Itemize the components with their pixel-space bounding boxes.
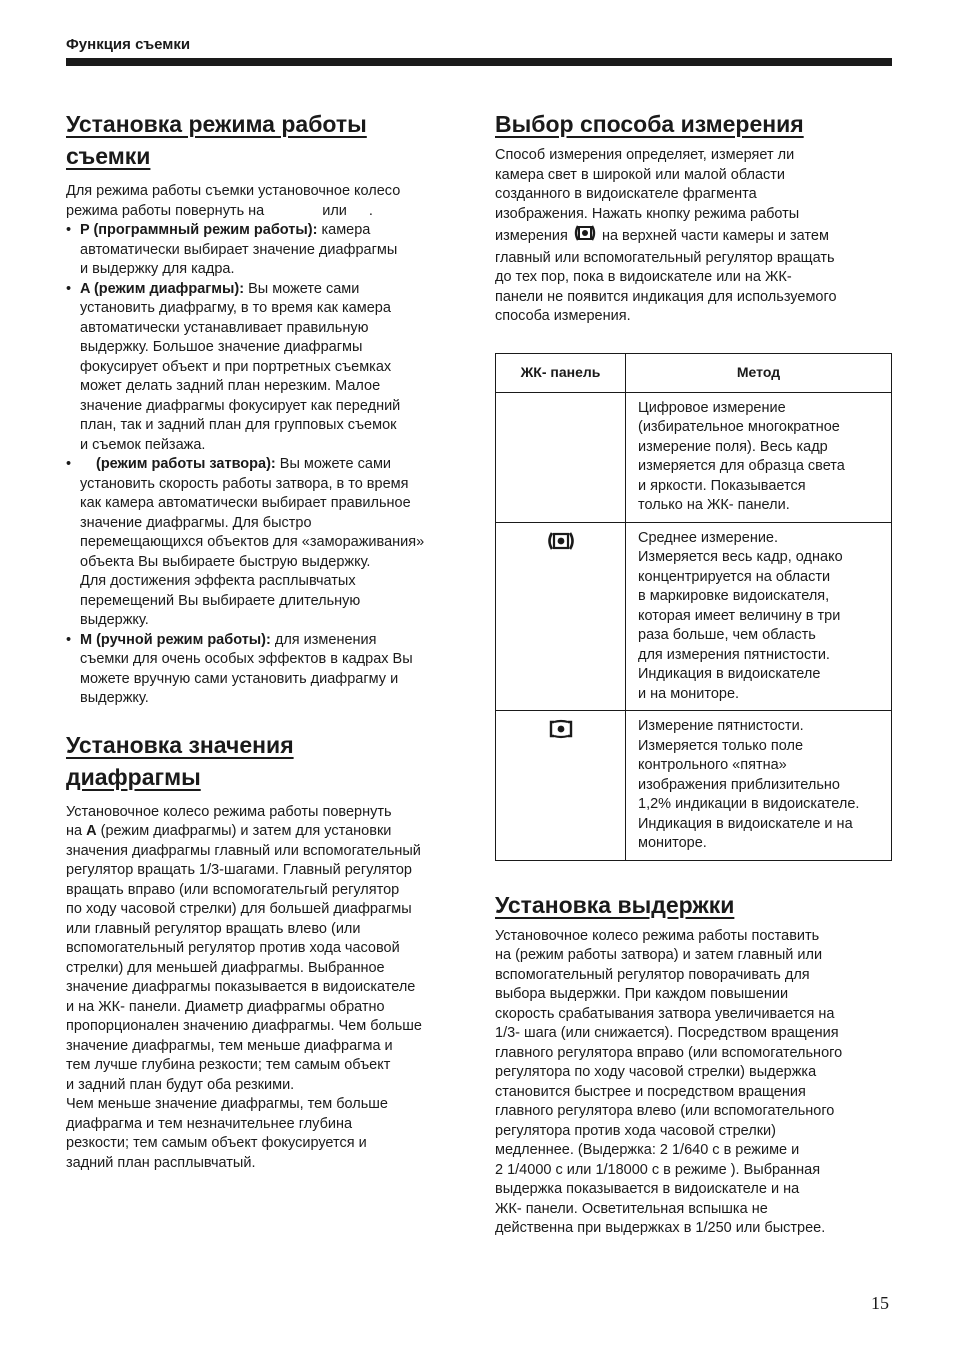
heading-aperture-setting: Установка значения диафрагмы: [66, 731, 294, 790]
text-line: главного регулятора влево (или вспомогательного: [495, 1103, 835, 1119]
text-line: и на мониторе.: [638, 685, 740, 702]
center-weighted-metering-icon: [546, 531, 576, 558]
text-line: изображения приблизительно: [638, 776, 840, 793]
table-cell-icon: [496, 522, 626, 711]
text-line: 2 1/4000 с или 1/18000 с в режиме ). Выбранная: [495, 1161, 821, 1178]
text-line: раза больше, чем область: [638, 627, 816, 643]
text-line: 1,2% индикации в видоискателе.: [638, 796, 860, 812]
heading-shutter-setting: Установка выдержки: [495, 891, 735, 918]
text-line: по ходу часовой стрелки) для большей диафрагмы: [66, 901, 412, 917]
text-line: съемки для очень особых эффектов в кадрах Вы: [80, 651, 413, 667]
text-line: контрольного «пятна»: [638, 757, 787, 773]
metering-button-icon: [572, 224, 598, 249]
text-line: в маркировке видоискателя,: [638, 588, 830, 604]
text-line: установить диафрагму, в то время как камера: [80, 300, 391, 316]
text-line: Индикация в видоискателе: [638, 666, 821, 682]
text-line: и яркости. Показывается: [638, 477, 806, 494]
text-line: становится быстрее и посредством вращения: [495, 1083, 806, 1100]
text-line: значение диафрагмы. Для быстро: [80, 514, 312, 531]
table-header-lcd: ЖК- панель: [496, 353, 626, 392]
text-line: объекта Вы выбираете быструю выдержку.: [80, 553, 371, 570]
table-row: [496, 392, 892, 522]
text-line: на (режим работы затвора) и затем главный или: [495, 947, 823, 963]
text-line: фокусирует объект и при портретных съемках: [80, 358, 392, 375]
text-line: мониторе.: [638, 835, 707, 851]
text-line: камера свет в широкой или малой области: [495, 166, 786, 183]
bullet-shutter-mode: • (режим работы затвора): Вы можете сами установить скорость работы затвора, в то время как камера автоматически выбирает правильное значение диафрагмы. Для быстро перемещающихся объектов для «замораживания» объекта Вы выбираете быструю выдержку. Для достижения эффекта расплывчатых перемещений Вы выбираете длительную выдержку.: [66, 456, 425, 628]
text-line: до тех пор, пока в видоискателе или на ЖК-: [495, 269, 792, 285]
shutter-paragraph: [495, 927, 892, 1239]
text-line: изображения. Нажать кнопку режима работы: [495, 205, 800, 222]
metering-table: [495, 353, 892, 861]
text-line: ЖК- панели. Осветительная вспышка не: [495, 1200, 768, 1217]
text-line: или главный регулятор вращать влево (или: [66, 920, 361, 937]
metering-paragraph: Способ измерения определяет, измеряет ли камера свет в широкой или малой области созданного в видоискателе фрагмента изображения. Нажать кнопку режима работы измерения на верхней части камеры и затем главный или вспомогательный регулятор вращать до тех пор, пока в видоискателе или на ЖК- панели не появится индикация для используемого способа измерения.: [495, 147, 837, 324]
aperture-paragraph: Установочное колесо режима работы повернуть на A (режим диафрагмы) и затем для установки значения диафрагмы главный или вспомогательный регулятор вращать 1/3-шагами. Главный регулятор вращать вправо (или вспомогательгый регулятор по ходу часовой стрелки) для большей диафрагмы или главный регулятор вращать влево (или вспомогательный регулятор против хода часовой стрелки) для меньшей диафрагмы. Выбранное значение диафрагмы показывается в видоискателе и на ЖК- панели. Диаметр диафрагмы обратно пропорционален значению диафрагмы. Чем больше значение диафрагмы, тем меньше диафрагма и тем лучше глубина резкости; тем самым объект и задний план будут оба резкими. Чем меньше значение диафрагмы, тем больше диафрагма и тем незначительнее глубина резкости; тем самым объект фокусируется и задний план расплывчатый.: [66, 803, 423, 1171]
text-line: значение диафрагмы, тем меньше диафрагма и: [66, 1037, 393, 1054]
text-line: стрелки) для меньшей диафрагмы. Выбранное: [66, 959, 385, 976]
heading-shooting-mode: Установка режима работы съемки: [66, 111, 367, 169]
text-line: перемещающихся объектов для «замораживания»: [80, 534, 425, 550]
heading-metering-method: Выбор способа измерения: [495, 111, 804, 137]
text-line: Измеряется только поле: [638, 737, 804, 754]
text-line: вспомогательный регулятор против хода часовой: [66, 940, 400, 956]
text-line: выдержку.: [80, 690, 149, 706]
text-line: только на ЖК- панели.: [638, 497, 790, 513]
text-line: регулятора по ходу часовой стрелки) выдержка: [495, 1064, 817, 1080]
text-line: Среднее измерение.: [638, 529, 779, 546]
text-line: Индикация в видоискателе и на: [638, 815, 853, 832]
right-column: [495, 108, 892, 1239]
section-header: Функция съемки: [66, 36, 191, 53]
bullet-program-mode: • P (программный режим работы): камера автоматически выбирает значение диафрагмы и выдержку для кадра.: [66, 222, 398, 277]
text-line: можете вручную сами установить диафрагму и: [80, 670, 399, 687]
table-cell-icon: [496, 711, 626, 861]
text-line: выдержку.: [80, 612, 149, 628]
text-line: действенна при выдержках в 1/250 или быстрее.: [495, 1220, 826, 1236]
text-line: задний план расплывчатый.: [66, 1154, 256, 1171]
text-line: (избирательное многократное: [638, 419, 840, 435]
text-line: 1/3- шага (или снижается). Посредством вращения: [495, 1025, 839, 1041]
header-rule: [66, 58, 892, 66]
text-line: регулятор вращать 1/3-шагами. Главный регулятор: [66, 862, 412, 878]
table-cell-icon: [496, 392, 626, 522]
text-line: для измерения пятнистости.: [638, 646, 830, 663]
text-line: выдержка показывается в видоискателе и на: [495, 1181, 800, 1197]
text-line: Цифровое измерение: [638, 399, 786, 416]
text-line: вспомогательный регулятор поворачивать для: [495, 966, 810, 983]
text-line: тем лучше глубина резкости; тем самым объект: [66, 1057, 391, 1073]
text-line: панели не появится индикация для используемого: [495, 288, 837, 305]
text-line: автоматически устанавливает правильную: [80, 319, 369, 336]
text-line: способа измерения.: [495, 308, 631, 324]
bullet-aperture-mode: • A (режим диафрагмы): Вы можете сами установить диафрагму, в то время как камера автоматически устанавливает правильную выдержку. Большое значение диафрагмы фокусирует объект и при портретных съемках может делать задний план нерезким. Малое значение диафрагмы фокусирует как передний план, так и задний план для групповых съемок и съемок пейзажа.: [66, 280, 401, 453]
text-line: пропорционален значению диафрагмы. Чем больше: [66, 1018, 423, 1034]
text-line: главный или вспомогательный регулятор вращать: [495, 249, 835, 266]
text-line: Способ измерения определяет, измеряет ли: [495, 147, 795, 163]
text-line: установить скорость работы затвора, в то время: [80, 475, 409, 492]
left-column: [66, 108, 466, 1173]
text-line: как камера автоматически выбирает правильное: [80, 495, 411, 511]
text-line: которая имеет величину в три: [638, 607, 841, 624]
text-line: скорость срабатывания затвора увеличивается на: [495, 1005, 835, 1022]
text-line: Измерение пятнистости.: [638, 718, 804, 734]
text-line: резкости; тем самым объект фокусируется и: [66, 1135, 367, 1151]
table-row: [496, 711, 892, 861]
text-line: может делать задний план нерезким. Малое: [80, 378, 381, 394]
text-line: вращать вправо (или вспомогательгый регулятор: [66, 881, 400, 898]
spot-metering-icon: [546, 719, 576, 746]
text-line: значение диафрагмы фокусирует как передний: [80, 397, 401, 414]
text-line: выбора выдержки. При каждом повышении: [495, 986, 789, 1002]
text-line: перемещений Вы выбираете длительную: [80, 592, 361, 609]
bullet-manual-mode: • M (ручной режим работы): для изменения съемки для очень особых эффектов в кадрах Вы можете вручную сами установить диафрагму и выдержку.: [66, 631, 413, 706]
text-line: Для достижения эффекта расплывчатых: [80, 573, 356, 589]
page-number: 15: [871, 1293, 889, 1313]
text-line: план, так и задний план для групповых съемок: [80, 417, 397, 433]
text-line: и съемок пейзажа.: [80, 436, 206, 453]
text-line: значения диафрагмы главный или вспомогательный: [66, 842, 421, 859]
intro-paragraph: Для режима работы съемки установочное колесо режима работы повернуть на или .: [66, 183, 401, 219]
text-line: Чем меньше значение диафрагмы, тем больше: [66, 1096, 388, 1112]
text-line: концентрируется на области: [638, 568, 831, 585]
text-line: диафрагма и тем незначительнее глубина: [66, 1115, 353, 1132]
text-line: измеряется для образца света: [638, 458, 845, 474]
text-line: выдержку. Большое значение диафрагмы: [80, 339, 363, 355]
table-header-method: Метод: [626, 353, 892, 392]
text-line: Измеряется весь кадр, однако: [638, 549, 843, 565]
text-line: созданного в видоискателе фрагмента: [495, 186, 757, 202]
text-line: и на ЖК- панели. Диаметр диафрагмы обратно: [66, 998, 385, 1015]
table-row: [496, 522, 892, 711]
text-line: главного регулятора вправо (или вспомогательного: [495, 1044, 843, 1061]
text-line: медленнее. (Выдержка: 2 1/640 с в режиме и: [495, 1142, 800, 1158]
text-line: значение диафрагмы показывается в видоискателе: [66, 979, 416, 995]
text-line: Установочное колесо режима работы поставить: [495, 927, 820, 944]
table-cell-desc: [626, 392, 892, 522]
text-line: регулятора против хода часовой стрелки): [495, 1122, 776, 1139]
text-line: и задний план будут оба резкими.: [66, 1076, 295, 1093]
table-cell-desc: [626, 522, 892, 711]
table-cell-desc: [626, 711, 892, 861]
text-line: измерение поля). Весь кадр: [638, 438, 828, 455]
